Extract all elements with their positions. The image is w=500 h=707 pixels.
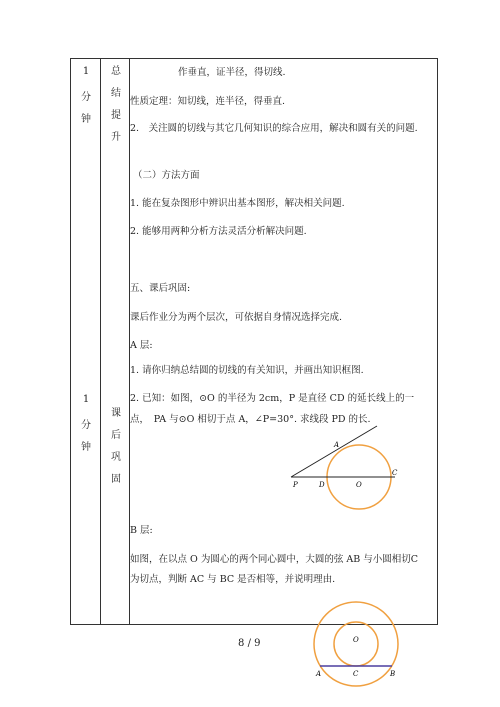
method-title: （二）方法方面 — [133, 170, 200, 181]
fig1-label-O: O — [356, 481, 362, 489]
fig2-inner-circle — [334, 622, 378, 666]
fig1-label-D: D — [319, 481, 325, 489]
row1-section-char-3: 提 — [111, 110, 121, 121]
level-b-label: B 层: — [130, 525, 153, 536]
page-number — [238, 638, 261, 649]
page-total: 9 — [254, 638, 261, 649]
fig2-label-O: O — [353, 636, 359, 644]
row1-section-char-2: 结 — [111, 88, 121, 99]
row1-time-num: 1 — [82, 66, 90, 77]
fig1-label-C: C — [392, 469, 398, 477]
fig1-tangent-line — [291, 426, 377, 477]
row2-section-char-2: 后 — [111, 430, 121, 441]
question-3-line-1: 如图，在以点 O 为圆心的两个同心圆中，大圆的弦 AB 与小圆相切C — [130, 554, 418, 565]
row1-section-char-1: 总 — [111, 66, 121, 77]
question-1: 1. 请你归纳总结圆的切线的有关知识，并画出知识框图. — [130, 365, 364, 376]
row1-section-char-4: 升 — [111, 132, 121, 143]
question-3-line-2: 为切点，判断 AC 与 BC 是否相等，并说明理由. — [130, 574, 336, 585]
page-separator: / — [247, 638, 251, 649]
tangent-figure — [285, 420, 405, 520]
fig2-label-C: C — [353, 670, 359, 678]
row2-section-char-4: 固 — [111, 474, 121, 485]
row2-time-unit-2: 钟 — [81, 442, 91, 453]
table-top-border — [71, 58, 437, 59]
method-item-1: 1. 能在复杂图形中辨识出基本图形，解决相关问题. — [130, 198, 345, 209]
row2-time-unit-1: 分 — [81, 420, 91, 431]
homework-intro: 课后作业分为两个层次，可依据自身情况选择完成. — [130, 312, 343, 323]
question-2-line-1: 2. 已知：如图，⊙O 的半径为 2cm，P 是直径 CD 的延长线上的一 — [130, 393, 415, 404]
summary-line-3: 2. 关注圆的切线与其它几何知识的综合应用，解决和圆有关的问题. — [130, 123, 418, 134]
fig2-label-B: B — [390, 670, 396, 678]
level-a-label: A 层: — [130, 340, 153, 351]
lesson-table — [70, 58, 438, 625]
concentric-figure — [308, 600, 404, 690]
row1-time-unit-1: 分 — [81, 92, 91, 103]
row1-time-unit-2: 钟 — [81, 114, 91, 125]
row2-section-char-3: 巩 — [111, 452, 121, 463]
row2-time-num: 1 — [82, 394, 90, 405]
page-current: 8 — [238, 638, 245, 649]
method-item-2: 2. 能够用两种分析方法灵活分析解决问题. — [130, 226, 307, 237]
question-2-line-2: 点， PA 与⊙O 相切于点 A，∠P=30°. 求线段 PD 的长. — [130, 414, 371, 425]
fig2-label-A: A — [316, 670, 322, 678]
summary-line-1: 作垂直，证半径，得切线. — [178, 67, 286, 78]
summary-line-2: 性质定理：知切线，连半径，得垂直. — [130, 96, 286, 107]
row2-section-char-1: 课 — [111, 408, 121, 419]
fig1-label-A: A — [334, 441, 340, 449]
fig1-label-P: P — [293, 481, 298, 489]
homework-heading: 五、课后巩固: — [130, 283, 191, 294]
